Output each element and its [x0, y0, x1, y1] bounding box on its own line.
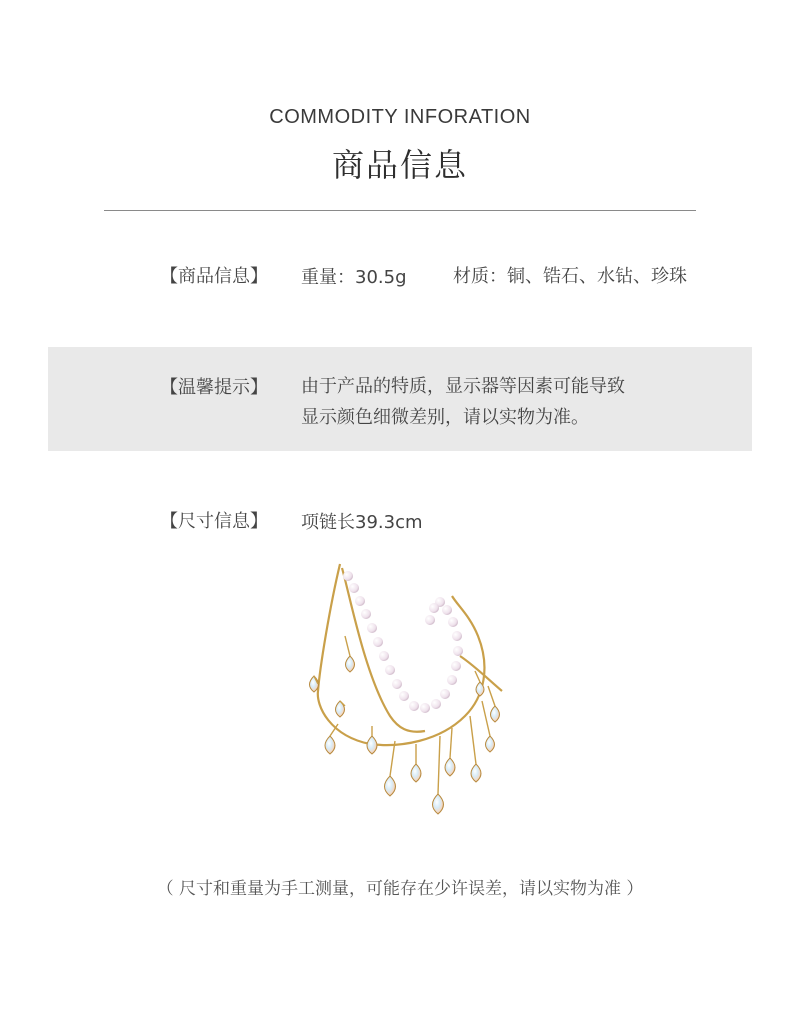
- header-title-cn: 商品信息: [331, 146, 468, 184]
- tip-line-1: 由于产品的特质，显示器等因素可能导致: [301, 376, 625, 397]
- material-value: 材质：铜、锆石、水钻、珍珠: [453, 266, 687, 287]
- size-label: 【尺寸信息】: [160, 511, 268, 532]
- crystal-drops: [310, 656, 500, 814]
- size-value: 项链长39.3cm: [301, 512, 423, 533]
- header-title-en: COMMODITY INFORATION: [269, 106, 531, 128]
- weight-value: 重量：30.5g: [301, 267, 407, 288]
- gold-chain: [318, 564, 502, 745]
- info-label: 【商品信息】: [160, 266, 268, 287]
- tip-line-2: 显示颜色细微差别，请以实物为准。: [301, 407, 589, 428]
- tip-text: [301, 371, 625, 433]
- necklace-image: [290, 556, 520, 818]
- tip-label: 【温馨提示】: [160, 377, 268, 398]
- footnote: （ 尺寸和重量为手工测量，可能存在少许误差，请以实物为准 ）: [156, 879, 644, 899]
- header-divider: [104, 210, 696, 211]
